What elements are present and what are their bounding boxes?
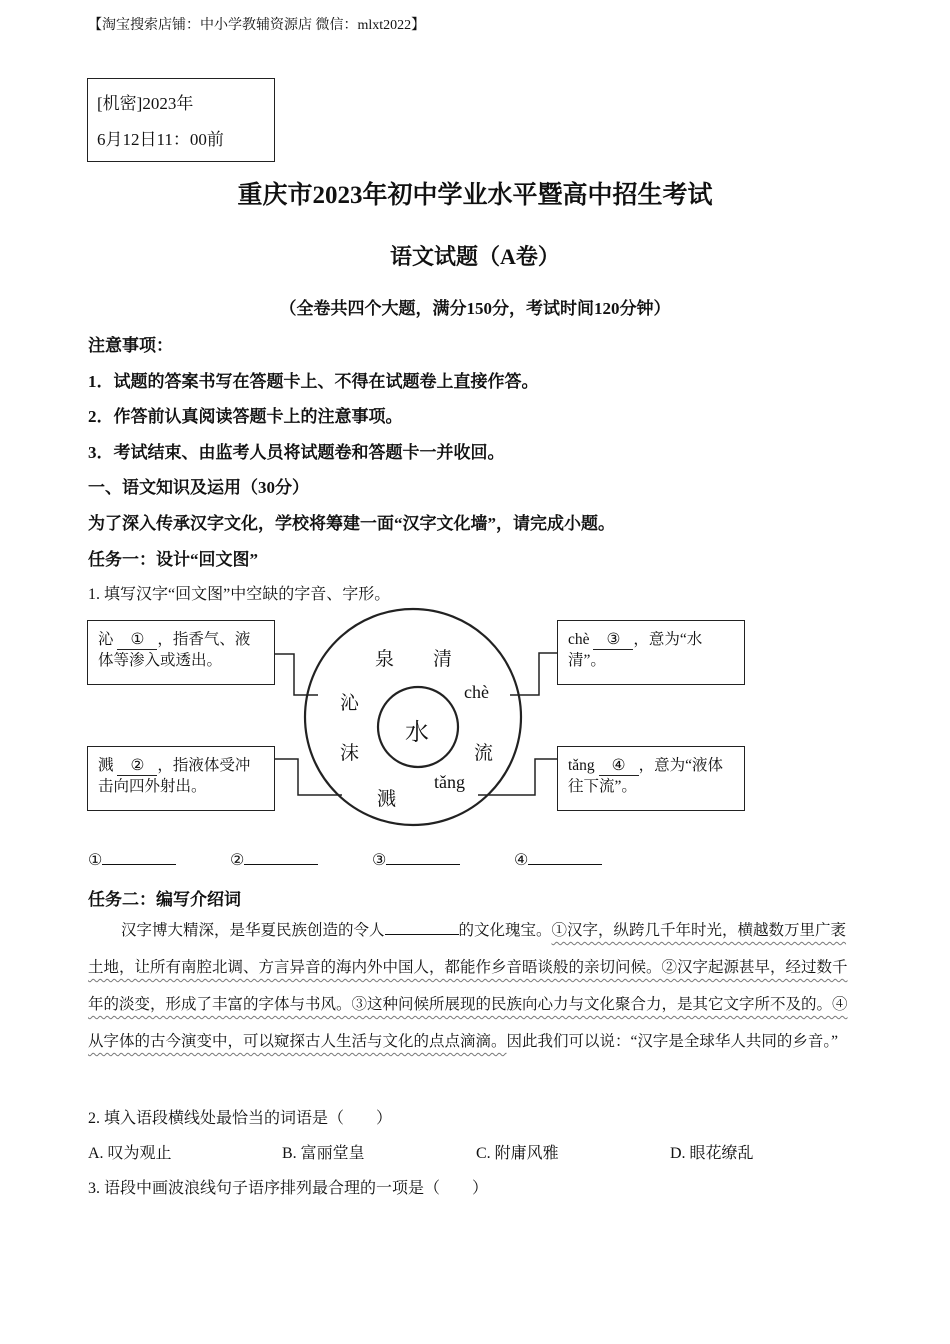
- paragraph-part-1: 汉字博大精深，是华夏民族创造的令人: [121, 922, 385, 939]
- answer-blank-2[interactable]: ②: [230, 850, 318, 870]
- hint-box-4-text: ，意为“液体往下流”。: [568, 757, 723, 795]
- question-2: 2. 填入语段横线处最恰当的词语是（ ）: [88, 1110, 393, 1127]
- paragraph-blank[interactable]: [385, 919, 459, 936]
- hint-box-1: [87, 620, 275, 685]
- paper-title: 语文试题（A卷）: [390, 244, 560, 269]
- center-char: 水: [405, 720, 429, 746]
- notice-item-3: 3．考试结束、由监考人员将试题卷和答题卡一并收回。: [88, 443, 505, 462]
- ring-pinyin-tang: tǎng: [434, 772, 465, 792]
- q2-option-c[interactable]: C. 附庸风雅: [476, 1145, 559, 1162]
- q2-option-d[interactable]: D. 眼花缭乱: [670, 1145, 754, 1162]
- paragraph-part-3: 因此我们可以说：“汉字是全球华人共同的乡音。”: [506, 1033, 839, 1050]
- task1-heading: 任务一：设计“回文图”: [88, 550, 258, 569]
- ring-char-mo: 沫: [340, 743, 360, 764]
- paragraph-part-2: 的文化瑰宝。: [458, 922, 552, 939]
- hint-box-3-blank: ③: [593, 631, 633, 650]
- hint-box-1-char: 沁: [98, 631, 114, 648]
- header-note: 【淘宝搜索店铺：中小学教辅资源店 微信：mlxt2022】: [88, 18, 426, 33]
- ring-char-quan: 泉: [375, 649, 395, 670]
- hint-box-2-char: 溅: [98, 757, 114, 774]
- hint-box-4-blank: ④: [599, 757, 639, 776]
- hint-box-3: [557, 620, 745, 685]
- hint-box-4-pinyin: tǎng: [568, 757, 595, 774]
- q2-option-b[interactable]: B. 富丽堂皇: [282, 1145, 365, 1162]
- exam-title: 重庆市2023年初中学业水平暨高中招生考试: [237, 182, 713, 209]
- confidential-line-2: 6月12日11：00前: [97, 130, 224, 149]
- intro-text: 为了深入传承汉字文化，学校将筹建一面“汉字文化墙”，请完成小题。: [88, 514, 615, 533]
- paragraph-wavy-sentences: ①汉字，纵跨几千年时光，横越数万里广袤土地，让所有南腔北调、方言异音的海内外中国人，都能作乡音晤谈般的亲切问候。②汉字起源甚早，经过数千年的淡变，形成了丰富的字体与书风。③这种问候所展现的民族向心力与文化聚合力，是其它文字所不及的。④从字体的古今演变中，可以窥探古人生活与文化的点点滴滴。: [88, 922, 848, 1050]
- hint-box-4: [557, 746, 745, 811]
- section-heading: 一、语文知识及运用（30分）: [88, 478, 309, 497]
- ring-char-liu: 流: [474, 743, 494, 764]
- answer-blank-4[interactable]: ④: [514, 850, 602, 870]
- hint-box-1-text: ，指香气、液体等渗入或透出。: [98, 631, 251, 669]
- question-1: 1. 填写汉字“回文图”中空缺的字音、字形。: [88, 586, 391, 603]
- confidential-box: [87, 78, 275, 162]
- notice-heading: 注意事项：: [88, 336, 173, 355]
- intro-paragraph: [88, 912, 858, 1060]
- ring-char-jian: 溅: [377, 789, 397, 810]
- hint-box-2-blank: ②: [117, 757, 157, 776]
- task2-heading: 任务二：编写介绍词: [88, 890, 241, 909]
- notice-item-1: 1．试题的答案书写在答题卡上、不得在试题卷上直接作答。: [88, 372, 539, 391]
- ring-pinyin-che: chè: [464, 682, 489, 702]
- ring-char-qin: 沁: [340, 693, 360, 714]
- question-3: 3. 语段中画波浪线句子语序排列最合理的一项是（ ）: [88, 1180, 489, 1197]
- hint-box-2: [87, 746, 275, 811]
- answer-blank-3[interactable]: ③: [372, 850, 460, 870]
- notice-item-2: 2．作答前认真阅读答题卡上的注意事项。: [88, 407, 403, 426]
- exam-info: （全卷共四个大题，满分150分，考试时间120分钟）: [279, 299, 671, 318]
- q2-option-a[interactable]: A. 叹为观止: [88, 1145, 172, 1162]
- answer-blank-1[interactable]: ①: [88, 850, 176, 870]
- hint-box-3-text: ，意为“水清”。: [568, 631, 703, 669]
- ring-char-qing: 清: [433, 649, 453, 670]
- confidential-line-1: [机密]2023年: [97, 94, 194, 113]
- hint-box-3-pinyin: chè: [568, 631, 590, 648]
- connector-1: [274, 654, 318, 695]
- hint-box-1-blank: ①: [117, 631, 157, 650]
- hint-box-2-text: ，指液体受冲击向四外射出。: [98, 757, 251, 795]
